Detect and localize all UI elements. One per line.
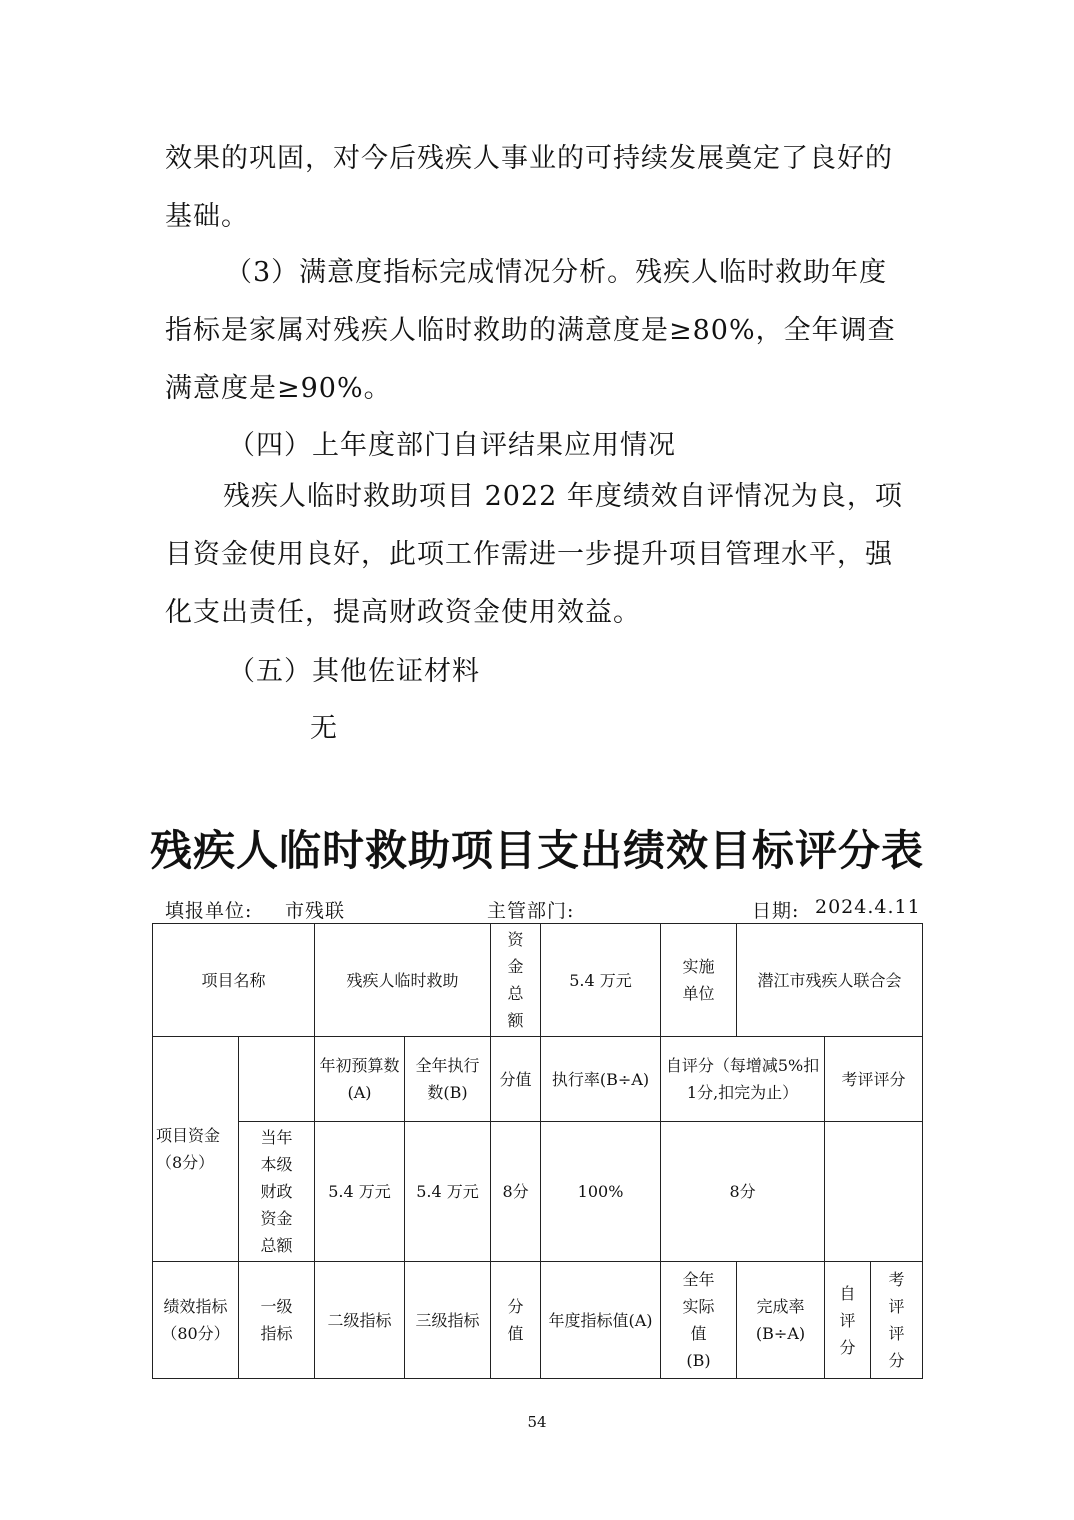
empty-cell [239, 1037, 315, 1122]
heading-other-materials: （五）其他佐证材料 [228, 656, 480, 687]
unit-value: 市残联 [285, 900, 346, 922]
row-budget: 5.4 万元 [315, 1122, 405, 1262]
project-name-value: 残疾人临时救助 [315, 924, 491, 1037]
impl-unit-label: 实施单位 [661, 924, 737, 1037]
paragraph-continuation: 效果的巩固，对今后残疾人事业的可持续发展奠定了良好的基础。 [165, 143, 893, 232]
header-score: 分值 [491, 1037, 541, 1122]
table-row [153, 1037, 923, 1122]
page-number: 54 [527, 1413, 547, 1431]
header-budget: 年初预算数(A) [315, 1037, 405, 1122]
date-label: 日期: [752, 900, 800, 922]
table-row [153, 924, 923, 1037]
total-funds-value: 5.4 万元 [541, 924, 661, 1037]
date-value: 2024.4.11 [815, 896, 921, 918]
score-table [152, 923, 923, 1379]
unit-label: 填报单位: [165, 900, 253, 922]
perf-section-label: 绩效指标（80分） [153, 1262, 239, 1379]
form-title: 残疾人临时救助项目支出绩效目标评分表 [149, 826, 924, 875]
col-level3: 三级指标 [405, 1262, 491, 1379]
table-row [153, 1122, 923, 1262]
header-rate: 执行率(B÷A) [541, 1037, 661, 1122]
col-level1: 一级指标 [239, 1262, 315, 1379]
row-label: 当年本级财政资金总额 [239, 1122, 315, 1262]
row-exec: 5.4 万元 [405, 1122, 491, 1262]
project-name-label: 项目名称 [153, 924, 315, 1037]
heading-previous-year-results: （四）上年度部门自评结果应用情况 [228, 430, 676, 461]
paragraph-satisfaction: （3）满意度指标完成情况分析。残疾人临时救助年度指标是家属对残疾人临时救助的满意度是≥80%，全年调查满意度是≥90%。 [165, 257, 896, 404]
impl-unit-value: 潜江市残疾人联合会 [737, 924, 923, 1037]
text-none: 无 [310, 713, 338, 744]
col-score: 分值 [491, 1262, 541, 1379]
header-review-score: 考评评分 [825, 1037, 923, 1122]
paragraph-self-evaluation: 残疾人临时救助项目 2022 年度绩效自评情况为良，项目资金使用良好，此项工作需进一步提升项目管理水平，强化支出责任，提高财政资金使用效益。 [165, 481, 903, 628]
col-annual: 年度指标值(A) [541, 1262, 661, 1379]
row-score: 8分 [491, 1122, 541, 1262]
header-exec: 全年执行数(B) [405, 1037, 491, 1122]
col-self: 自评分 [825, 1262, 871, 1379]
row-rate: 100% [541, 1122, 661, 1262]
header-self-score: 自评分（每增减5%扣1分,扣完为止） [661, 1037, 825, 1122]
col-actual: 全年实际值(B) [661, 1262, 737, 1379]
row-review-score [825, 1122, 923, 1262]
col-rate: 完成率(B÷A) [737, 1262, 825, 1379]
dept-label: 主管部门: [487, 900, 575, 922]
funds-section-label: 项目资金（8分） [153, 1037, 239, 1262]
col-review: 考评评分 [871, 1262, 923, 1379]
table-row [153, 1262, 923, 1379]
col-level2: 二级指标 [315, 1262, 405, 1379]
total-funds-label: 资金总额 [491, 924, 541, 1037]
row-self-score: 8分 [661, 1122, 825, 1262]
